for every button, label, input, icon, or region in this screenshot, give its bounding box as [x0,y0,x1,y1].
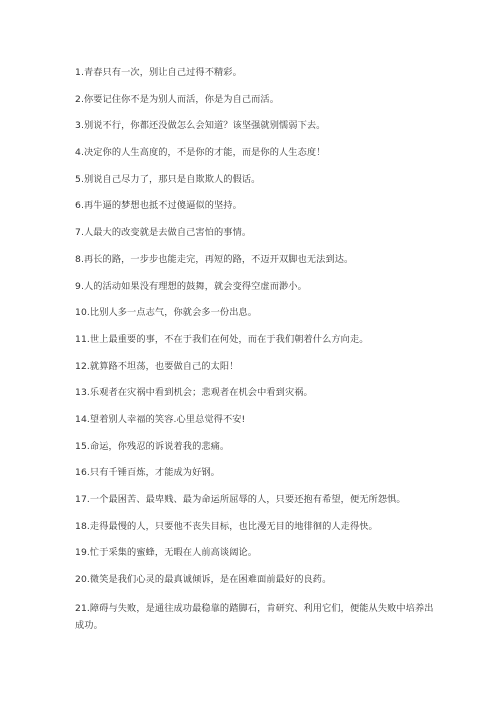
list-item: 12.就算路不坦荡，也要做自己的太阳！ [75,360,239,372]
list-item: 15.命运，你残忍的诉说着我的悲痛。 [75,440,230,452]
list-item: 13.乐观者在灾祸中看到机会；悲观者在机会中看到灾祸。 [75,387,313,399]
list-item: 19.忙于采集的蜜蜂，无暇在人前高谈阔论。 [75,547,258,559]
list-item: 17.一个最困苦、最卑贱、最为命运所屈辱的人，只要还抱有希望，便无所怨惧。 [75,494,406,505]
list-item: 5.别说自己尽力了，那只是自欺欺人的假话。 [75,173,261,185]
list-item: 20.微笑是我们心灵的最真诚倾诉，是在困难面前最好的良药。 [75,574,332,586]
list-item: 10.比别人多一点志气，你就会多一份出息。 [75,307,258,319]
list-item: 3.别说不行，你都还没做怎么会知道？该坚强就别懦弱下去。 [75,120,326,132]
list-item: 7.人最大的改变就是去做自己害怕的事情。 [75,227,252,239]
list-item: 14.望着别人幸福的笑容.心里总觉得不安! [75,413,246,425]
list-item: 9.人的活动如果没有理想的鼓舞，就会变得空虚而渺小。 [75,280,307,292]
list-item: 16.只有千锤百炼，才能成为好钢。 [75,467,220,479]
quote-list [75,66,435,647]
list-item: 8.再长的路，一步步也能走完，再短的路，不迈开双脚也无法到达。 [75,253,354,265]
list-item: 1.青春只有一次，别让自己过得不精彩。 [75,67,242,78]
list-item: 2.你要记住你不是为别人而活，你是为自己而活。 [75,93,280,105]
list-item: 21.障碍与失败，是通往成功最稳靠的踏脚石，肯研究、利用它们，便能从失败中培养出成功。 [75,602,434,631]
list-item: 4.决定你的人生高度的，不是你的才能，而是你的人生态度！ [75,147,326,159]
list-item: 6.再牛逼的梦想也抵不过傻逼似的坚持。 [75,200,242,212]
list-item: 18.走得最慢的人，只要他不丧失目标，也比漫无目的地徘徊的人走得快。 [75,520,378,532]
list-item: 11.世上最重要的事，不在于我们在何处，而在于我们朝着什么方向走。 [75,333,369,345]
